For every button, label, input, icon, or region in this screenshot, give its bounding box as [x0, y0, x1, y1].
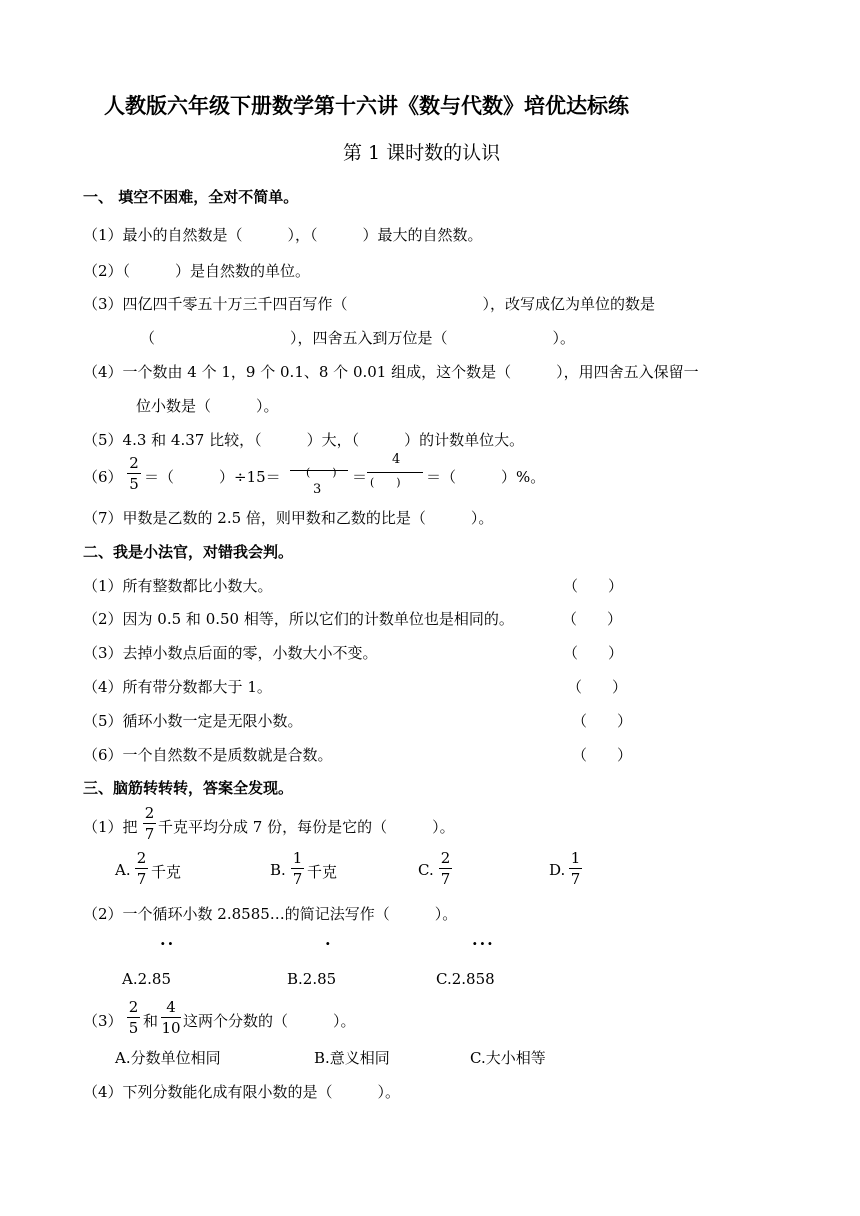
s3-q2-dots-b: ·	[325, 934, 333, 953]
s2-mark-3: （ ）	[563, 644, 624, 662]
s1-q6-mid: ＝（ ）÷15＝	[144, 468, 281, 486]
s2-item-1: （1）所有整数都比小数大。	[83, 577, 273, 595]
fraction-denominator: 5	[129, 475, 139, 493]
s2-mark-6: （ ）	[572, 746, 633, 764]
s3-q1-opt-c-fraction	[439, 850, 452, 887]
fraction-denominator: 7	[136, 870, 147, 888]
s3-q2: （2）一个循环小数 2.8585…的简记法写作（ ）。	[83, 905, 458, 923]
fraction-numerator: 2	[440, 849, 451, 867]
s3-q1-opt-b-label: B.	[270, 861, 286, 879]
s3-q3-fraction-1	[127, 999, 140, 1036]
fraction-bar	[569, 868, 582, 869]
s3-q3-opt-a: A.分数单位相同	[115, 1049, 221, 1067]
s3-q1-opt-d-fraction	[569, 850, 582, 887]
s2-item-2: （2）因为 0.5 和 0.50 相等，所以它们的计数单位也是相同的。	[83, 610, 514, 628]
s3-q1-opt-b-unit: 千克	[307, 863, 338, 881]
s3-q1-opt-a-label: A.	[115, 861, 131, 879]
fraction-bar	[135, 868, 148, 869]
fraction-denominator: 7	[570, 870, 581, 888]
s3-q4: （4）下列分数能化成有限小数的是（ ）。	[83, 1083, 401, 1101]
s3-q1-fraction	[143, 805, 156, 842]
s3-q2-opt-a: A.2.85	[122, 970, 171, 988]
s3-q2-opt-c: C.2.858	[436, 970, 495, 988]
fraction-numerator: 4	[166, 998, 176, 1016]
s1-q6-fraction	[127, 455, 141, 492]
s2-item-5: （5）循环小数一定是无限小数。	[83, 712, 303, 730]
s1-q3-line2: （ ），四舍五入到万位是（ ）。	[140, 329, 576, 347]
s3-q3-prefix: （3）	[83, 1012, 123, 1030]
fraction-numerator: 2	[128, 998, 139, 1016]
s3-q1-suffix: 千克平均分成 7 份，每份是它的（ ）。	[158, 818, 455, 836]
section2-heading: 二、我是小法官，对错我会判。	[83, 543, 294, 561]
s3-q2-dots-c: ···	[472, 934, 495, 953]
s1-q3-line1: （3）四亿四千零五十万三千四百写作（ ），改写成亿为单位的数是	[83, 295, 656, 313]
fraction-bar	[439, 868, 452, 869]
s3-q3-and: 和	[143, 1012, 159, 1030]
section1-heading: 一、 填空不困难，全对不简单。	[83, 188, 299, 206]
s3-q3-suffix: 这两个分数的（ ）。	[183, 1012, 356, 1030]
s1-q6-f3-num: 4	[392, 452, 401, 467]
s1-q6-fraction3-bar	[367, 472, 423, 473]
fraction-bar	[143, 823, 156, 824]
fraction-numerator: 1	[570, 849, 581, 867]
page-subtitle: 第 1 课时数的认识	[343, 142, 501, 164]
s1-q6-tail: ＝（ ）%。	[426, 468, 546, 486]
fraction-numerator: 2	[136, 849, 147, 867]
section3-heading: 三、脑筋转转转，答案全发现。	[83, 779, 294, 797]
fraction-bar	[161, 1017, 181, 1018]
s1-q2: （2）（ ）是自然数的单位。	[83, 262, 311, 280]
fraction-denominator: 7	[144, 825, 155, 843]
s1-q4-line2: 位小数是（ ）。	[136, 397, 279, 415]
s3-q1-opt-b-fraction	[291, 850, 304, 887]
page-title: 人教版六年级下册数学第十六讲《数与代数》培优达标练	[104, 94, 629, 118]
fraction-bar	[291, 868, 304, 869]
s1-q6-blank-paren: ( )	[306, 466, 337, 479]
s1-q7: （7）甲数是乙数的 2.5 倍，则甲数和乙数的比是（ ）。	[83, 509, 494, 527]
s1-q4-line1: （4）一个数由 4 个 1，9 个 0.1、8 个 0.01 组成，这个数是（ ），用四舍五入保留一	[83, 363, 699, 381]
s1-q6-prefix: （6）	[83, 468, 123, 486]
fraction-denominator: 5	[128, 1019, 139, 1037]
fraction-bar	[127, 1017, 140, 1018]
s1-q5: （5）4.3 和 4.37 比较，（ ）大，（ ）的计数单位大。	[83, 431, 525, 449]
s3-q2-dots-a: ··	[160, 934, 176, 953]
fraction-denominator: 7	[440, 870, 451, 888]
s2-item-4: （4）所有带分数都大于 1。	[83, 678, 272, 696]
fraction-denominator: 10	[161, 1019, 181, 1037]
fraction-numerator: 2	[129, 454, 139, 472]
s2-mark-5: （ ）	[572, 712, 633, 730]
fraction-bar	[127, 473, 141, 474]
s3-q1-opt-a-fraction	[135, 850, 148, 887]
s3-q1-opt-a-unit: 千克	[151, 863, 182, 881]
s1-q6-blank-paren-2: ( )	[370, 476, 401, 489]
fraction-numerator: 2	[144, 804, 155, 822]
s3-q1-opt-d-label: D.	[549, 861, 566, 879]
s1-q6-f2-den: 3	[313, 482, 322, 497]
s3-q1-opt-c-label: C.	[418, 861, 434, 879]
s2-mark-4: （ ）	[567, 678, 628, 696]
s3-q3-fraction-2	[161, 999, 181, 1036]
fraction-numerator: 1	[292, 849, 303, 867]
fraction-denominator: 7	[292, 870, 303, 888]
s3-q2-opt-b: B.2.85	[287, 970, 337, 988]
s3-q3-opt-c: C.大小相等	[470, 1049, 546, 1067]
s2-mark-2: （ ）	[562, 610, 623, 628]
s2-item-6: （6）一个自然数不是质数就是合数。	[83, 746, 333, 764]
s3-q3-opt-b: B.意义相同	[314, 1049, 390, 1067]
s3-q1-prefix: （1）把	[83, 818, 138, 836]
s1-q1: （1）最小的自然数是（ ），（ ）最大的自然数。	[83, 226, 483, 244]
s2-mark-1: （ ）	[563, 577, 624, 595]
s2-item-3: （3）去掉小数点后面的零，小数大小不变。	[83, 644, 378, 662]
s1-q6-eq: ＝	[352, 468, 368, 486]
